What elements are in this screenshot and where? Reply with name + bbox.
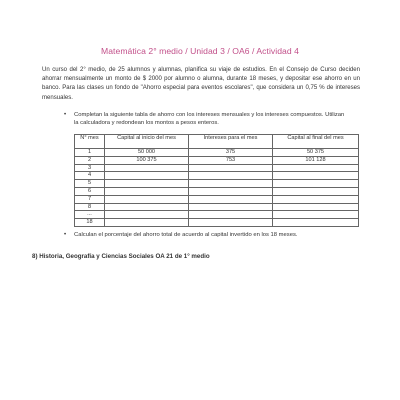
header-capital-end: Capital al final del mes	[273, 135, 359, 149]
table-cell	[105, 180, 189, 188]
table-cell	[105, 219, 189, 227]
table-cell	[189, 180, 273, 188]
table-cell: 50 375	[273, 149, 359, 157]
table-cell: 3	[75, 164, 105, 172]
table-cell	[273, 219, 359, 227]
table-row	[75, 219, 359, 227]
table-cell: 50 000	[105, 149, 189, 157]
table-row	[75, 211, 359, 219]
table-cell: 18	[75, 219, 105, 227]
table-cell: 7	[75, 195, 105, 203]
instruction-text-2: Calculan el porcentaje del ahorro total de acuerdo al capital invertido en los 18 meses.	[74, 232, 298, 238]
table-cell	[189, 195, 273, 203]
savings-table	[74, 134, 359, 227]
instruction-bullet-2	[64, 231, 354, 239]
header-month: N° mes	[75, 135, 105, 149]
table-cell	[105, 187, 189, 195]
table-cell	[105, 211, 189, 219]
table-cell	[189, 187, 273, 195]
section-heading: 8) Historia, Geografía y Ciencias Sociales OA 21 de 1° medio	[32, 253, 210, 260]
instruction-text-1: Completan la siguiente tabla de ahorro con los intereses mensuales y los intereses compuestos. Utilizan la calculadora y redondean los montos a pesos enteros.	[74, 112, 345, 126]
table-cell: 2	[75, 156, 105, 164]
header-capital-start: Capital al inicio del mes	[105, 135, 189, 149]
table-cell: 6	[75, 187, 105, 195]
table-cell	[273, 172, 359, 180]
bullet-dot-icon: •	[64, 232, 67, 238]
table-cell	[273, 195, 359, 203]
table-cell	[189, 164, 273, 172]
table-cell: 375	[189, 149, 273, 157]
table-row	[75, 172, 359, 180]
table-cell	[273, 164, 359, 172]
table-cell	[189, 203, 273, 211]
table-header-row	[75, 135, 359, 149]
table-cell	[105, 195, 189, 203]
table-cell	[105, 203, 189, 211]
table-row	[75, 149, 359, 157]
table-row	[75, 203, 359, 211]
table-cell	[273, 180, 359, 188]
intro-paragraph: Un curso del 2° medio, de 25 alumnos y alumnas, planifica su viaje de estudios. En el Consejo de Curso deciden ahorrar mensualmente un monto de $ 2000 por alumno o alumna, durante 18 meses, y depositar ese ahorro en un banco. Para las clases un fondo de "Ahorro especial para eventos escolares", que considera un 0,75 % de intereses mensuales.	[42, 67, 360, 101]
table-cell	[273, 211, 359, 219]
table-cell	[189, 172, 273, 180]
table-row	[75, 187, 359, 195]
document-title: Matemática 2° medio / Unidad 3 / OA6 / Actividad 4	[101, 46, 299, 56]
table-row	[75, 180, 359, 188]
bullet-dot-icon: •	[64, 112, 67, 118]
table-cell: 101 128	[273, 156, 359, 164]
table-cell	[105, 164, 189, 172]
instruction-bullet-1	[64, 111, 346, 127]
table-row	[75, 156, 359, 164]
table-cell: 8	[75, 203, 105, 211]
table-cell	[189, 211, 273, 219]
header-interest: Intereses para el mes	[189, 135, 273, 149]
table-row	[75, 164, 359, 172]
table-cell	[273, 187, 359, 195]
table-cell	[189, 219, 273, 227]
table-cell: 1	[75, 149, 105, 157]
table-cell: 100 375	[105, 156, 189, 164]
table-cell: 753	[189, 156, 273, 164]
table-cell	[105, 172, 189, 180]
table-row	[75, 195, 359, 203]
table-cell: 4	[75, 172, 105, 180]
table-cell: ...	[75, 211, 105, 219]
table-cell	[273, 203, 359, 211]
table-cell: 5	[75, 180, 105, 188]
